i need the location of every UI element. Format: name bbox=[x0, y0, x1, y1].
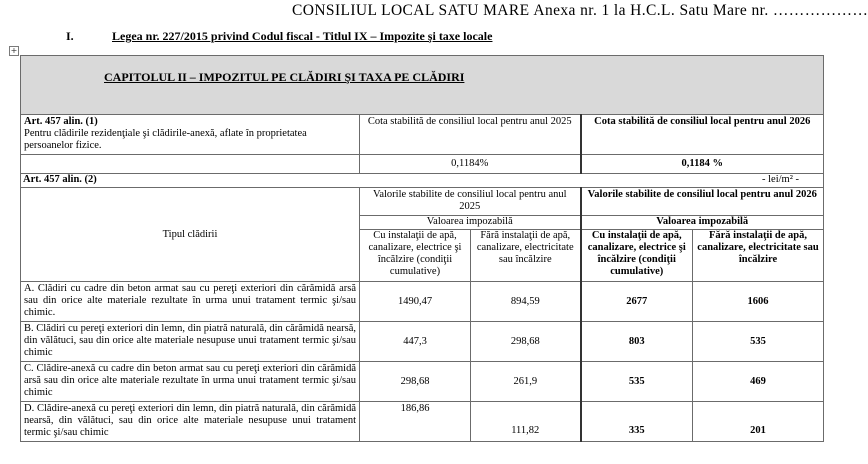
table-row bbox=[21, 322, 824, 362]
value-2025-without: 298,68 bbox=[471, 322, 581, 362]
with-install-2025: Cu instalaţii de apă, canalizare, electrice şi încălzire (condiţii cumulative) bbox=[360, 230, 471, 282]
table-row bbox=[21, 362, 824, 402]
annex-reference: Anexa nr. 1 la H.C.L. Satu Mare nr. ……………… bbox=[533, 2, 868, 19]
art2-head-row bbox=[21, 188, 824, 216]
value-2026-without: 469 bbox=[693, 362, 824, 402]
art2-label-cell bbox=[21, 174, 824, 188]
building-type-a: A. Clădiri cu cadre din beton armat sau cu pereţi exteriori din cărămidă arsă sau din orice alte materiale rezultate în urma unui tratament termic şi/sau chimic. bbox=[21, 282, 360, 322]
value-2025-with: 298,68 bbox=[360, 362, 471, 402]
council-title: CONSILIUL LOCAL SATU MARE bbox=[292, 2, 530, 19]
section-title: Legea nr. 227/2015 privind Codul fiscal - Titlul IX – Impozite şi taxe locale bbox=[112, 29, 493, 43]
value-2025-without: 111,82 bbox=[471, 402, 581, 442]
value-2026-with: 2677 bbox=[581, 282, 693, 322]
table-row bbox=[21, 282, 824, 322]
value-2025-without: 261,9 bbox=[471, 362, 581, 402]
value-2026-without: 535 bbox=[693, 322, 824, 362]
table-row bbox=[21, 402, 824, 442]
taxable-2026: Valoarea impozabilă bbox=[581, 216, 824, 230]
type-header: Tipul clădirii bbox=[162, 228, 218, 240]
value-2026-with: 335 bbox=[581, 402, 693, 442]
chapter-title: CAPITOLUL II – IMPOZITUL PE CLĂDIRI ŞI TAXA PE CLĂDIRI bbox=[104, 70, 465, 84]
value-2026-with: 803 bbox=[581, 322, 693, 362]
value-2025-with: 447,3 bbox=[360, 322, 471, 362]
chapter-title-cell bbox=[21, 56, 824, 115]
value-2025-without: 894,59 bbox=[471, 282, 581, 322]
art1-label: Art. 457 alin. (1) bbox=[24, 116, 98, 127]
value-2025-with: 186,86 bbox=[360, 402, 471, 442]
unit-label: - lei/m² - bbox=[762, 174, 799, 185]
art2-head-2025: Valorile stabilite de consiliul local pentru anul 2025 bbox=[360, 188, 581, 216]
art2-label: Art. 457 alin. (2) bbox=[23, 174, 97, 185]
art2-head-2026: Valorile stabilite de consiliul local pentru anul 2026 bbox=[581, 188, 824, 216]
building-type-c: C. Clădire-anexă cu cadre din beton armat sau cu pereţi exteriori din cărămidă arsă sau din orice alte materiale rezultate în urma unui tratament termic şi/sau chimic bbox=[21, 362, 360, 402]
building-type-b: B. Clădiri cu pereţi exteriori din lemn, din piatră naturală, din cărămidă nearsă, din vălătuci, sau din orice alte materiale nesupuse unui tratament termic şi/sau chimic bbox=[21, 322, 360, 362]
art1-header-row bbox=[21, 115, 824, 155]
art1-head-2026: Cota stabilită de consiliul local pentru anul 2026 bbox=[581, 115, 824, 155]
without-install-2026: Fără instalaţii de apă, canalizare, electricitate sau încălzire bbox=[693, 230, 824, 282]
value-2025-with: 1490,47 bbox=[360, 282, 471, 322]
section-heading bbox=[66, 29, 493, 44]
tax-table bbox=[20, 55, 824, 442]
without-install-2025: Fără instalaţii de apă, canalizare, electricitate sau încălzire bbox=[471, 230, 581, 282]
with-install-2026: Cu instalaţii de apă, canalizare, electrice şi încălzire (condiţii cumulative) bbox=[581, 230, 693, 282]
section-number: I. bbox=[66, 29, 74, 43]
building-type-d: D. Clădire-anexă cu pereţi exteriori din lemn, din piatră naturală, din cărămidă nearsă, din vălătuci, sau din orice alte materiale nesupuse unui tratament termic şi/sau chimic bbox=[21, 402, 360, 442]
art1-value-row bbox=[21, 155, 824, 174]
art1-value-2025: 0,1184% bbox=[360, 155, 581, 174]
value-2026-without: 1606 bbox=[693, 282, 824, 322]
art1-description: Pentru clădirile rezidenţiale şi clădirile-anexă, aflate în proprietatea persoanelor fizice. bbox=[24, 128, 307, 151]
document-header bbox=[0, 0, 868, 22]
art1-value-2026: 0,1184 % bbox=[581, 155, 824, 174]
art1-empty-cell bbox=[21, 155, 360, 174]
value-2026-without: 201 bbox=[693, 402, 824, 442]
taxable-2025: Valoarea impozabilă bbox=[360, 216, 581, 230]
value-2026-with: 535 bbox=[581, 362, 693, 402]
art2-label-row bbox=[21, 174, 824, 188]
art1-description-cell bbox=[21, 115, 360, 155]
type-header-cell bbox=[21, 188, 360, 282]
chapter-row bbox=[21, 56, 824, 115]
art1-head-2025: Cota stabilită de consiliul local pentru anul 2025 bbox=[360, 115, 581, 155]
table-move-handle-icon[interactable]: + bbox=[10, 46, 18, 55]
